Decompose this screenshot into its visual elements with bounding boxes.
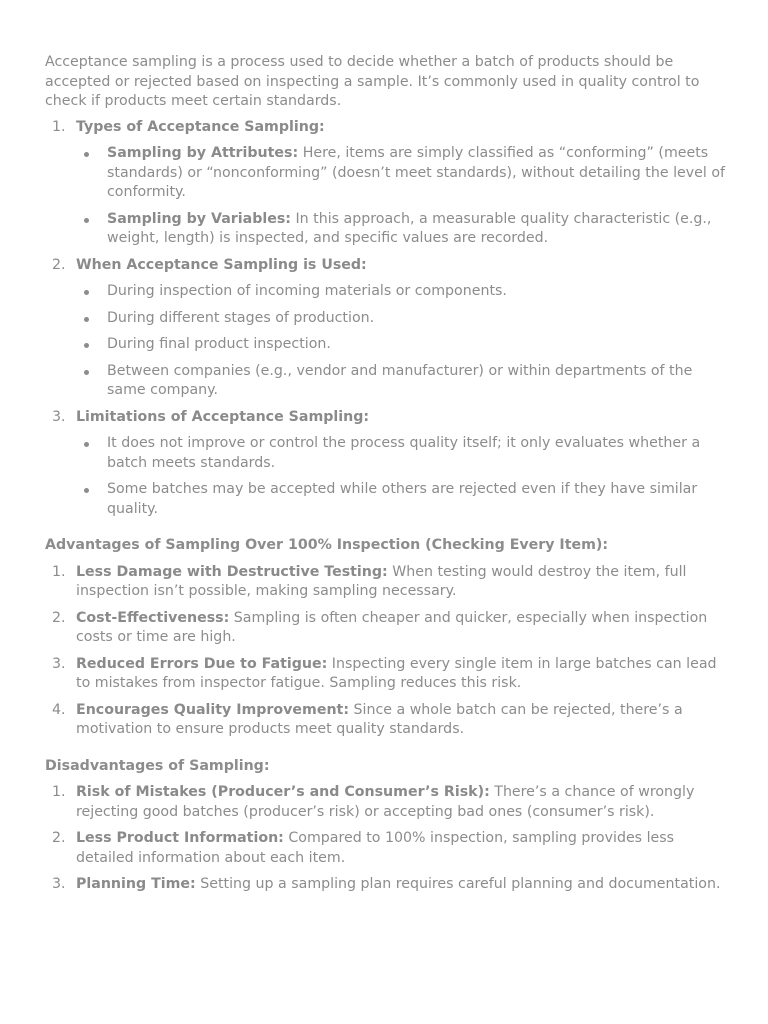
list-item-title: Limitations of Acceptance Sampling:	[76, 408, 370, 425]
bullet-icon	[84, 488, 89, 493]
sub-list-item	[76, 282, 728, 302]
disadvantage-item	[45, 829, 728, 868]
bullet-icon	[84, 218, 89, 223]
list-number: 3.	[52, 655, 66, 672]
list-item-title: Types of Acceptance Sampling:	[76, 118, 325, 135]
sub-item-text: It does not improve or control the process quality itself; it only evaluates whether a batch meets standards.	[107, 435, 701, 471]
sub-list-item	[76, 480, 728, 519]
bullet-icon	[84, 370, 89, 375]
sub-item-text: During final product inspection.	[107, 336, 331, 352]
list-number: 2.	[52, 256, 66, 273]
list-number: 1.	[52, 784, 66, 800]
advantage-term: Less Damage with Destructive Testing:	[76, 563, 388, 580]
main-list-item	[45, 408, 728, 520]
list-number: 1.	[52, 563, 66, 580]
disadvantage-term: Less Product Information:	[76, 830, 284, 846]
sub-list-item	[76, 434, 728, 473]
advantage-term: Encourages Quality Improvement:	[76, 701, 350, 718]
sub-list-item	[76, 210, 728, 249]
sub-list	[76, 434, 728, 519]
sub-list	[76, 144, 728, 249]
disadvantage-text: Compared to 100% inspection, sampling provides less detailed information about each item.	[76, 830, 675, 866]
advantage-term: Reduced Errors Due to Fatigue:	[76, 655, 328, 672]
advantage-text: Inspecting every single item in large batches can lead to mistakes from inspector fatigue. Sampling reduces this risk.	[76, 655, 717, 691]
disadvantages-list	[45, 783, 728, 895]
sub-list-item	[76, 309, 728, 329]
sub-item-text: Here, items are simply classified as “conforming” (meets standards) or “nonconforming” (doesn’t meet standards), without detailing the level of conformity.	[107, 145, 726, 200]
advantages-heading: Advantages of Sampling Over 100% Inspection (Checking Every Item):	[45, 537, 609, 553]
sub-list-item	[76, 362, 728, 401]
sub-list-item	[76, 335, 728, 355]
advantage-item	[45, 609, 728, 648]
sub-item-text: Between companies (e.g., vendor and manufacturer) or within departments of the same company.	[107, 362, 693, 398]
advantage-text: Sampling is often cheaper and quicker, especially when inspection costs or time are high.	[76, 609, 708, 645]
advantage-item	[45, 655, 728, 694]
sub-item-text: In this approach, a measurable quality characteristic (e.g., weight, length) is inspected, and specific values are recorded.	[107, 210, 712, 246]
disadvantage-item	[45, 783, 728, 822]
advantage-text: Since a whole batch can be rejected, there’s a motivation to ensure products meet quality standards.	[76, 701, 683, 737]
disadvantage-item	[45, 875, 728, 895]
sub-item-term: Sampling by Variables:	[107, 210, 291, 227]
list-number: 2.	[52, 830, 66, 846]
intro-paragraph: Acceptance sampling is a process used to decide whether a batch of products should be accepted or rejected based on inspecting a sample. It’s commonly used in quality control to check if products meet certain standards.	[45, 54, 700, 109]
disadvantage-text: There’s a chance of wrongly rejecting good batches (producer’s risk) or accepting bad ones (consumer’s risk).	[76, 784, 695, 820]
advantages-list	[45, 563, 728, 740]
sub-item-text: During different stages of production.	[107, 309, 375, 326]
list-item-title: When Acceptance Sampling is Used:	[76, 256, 367, 273]
advantage-item	[45, 563, 728, 602]
list-number: 3.	[52, 408, 66, 425]
bullet-icon	[84, 152, 89, 157]
list-number: 1.	[52, 118, 66, 135]
main-list-item	[45, 256, 728, 401]
bullet-icon	[84, 442, 89, 447]
main-list	[45, 118, 728, 520]
advantage-term: Cost-Effectiveness:	[76, 609, 230, 626]
disadvantage-text: Setting up a sampling plan requires careful planning and documentation.	[195, 876, 721, 892]
disadvantage-term: Planning Time:	[76, 876, 196, 892]
list-number: 2.	[52, 609, 66, 626]
bullet-icon	[84, 343, 89, 348]
sub-list-item	[76, 144, 728, 203]
sub-item-term: Sampling by Attributes:	[107, 145, 299, 161]
disadvantage-term: Risk of Mistakes (Producer’s and Consumer’s Risk):	[76, 784, 490, 800]
advantage-item	[45, 701, 728, 740]
bullet-icon	[84, 290, 89, 295]
main-list-item	[45, 118, 728, 249]
sub-item-text: Some batches may be accepted while others are rejected even if they have similar quality.	[107, 481, 698, 517]
sub-list	[76, 282, 728, 401]
bullet-icon	[84, 317, 89, 322]
sub-item-text: During inspection of incoming materials or components.	[107, 283, 507, 299]
list-number: 3.	[52, 876, 66, 892]
advantage-text: When testing would destroy the item, full inspection isn’t possible, making sampling necessary.	[76, 563, 687, 599]
list-number: 4.	[52, 701, 66, 718]
disadvantages-heading: Disadvantages of Sampling:	[45, 757, 270, 774]
